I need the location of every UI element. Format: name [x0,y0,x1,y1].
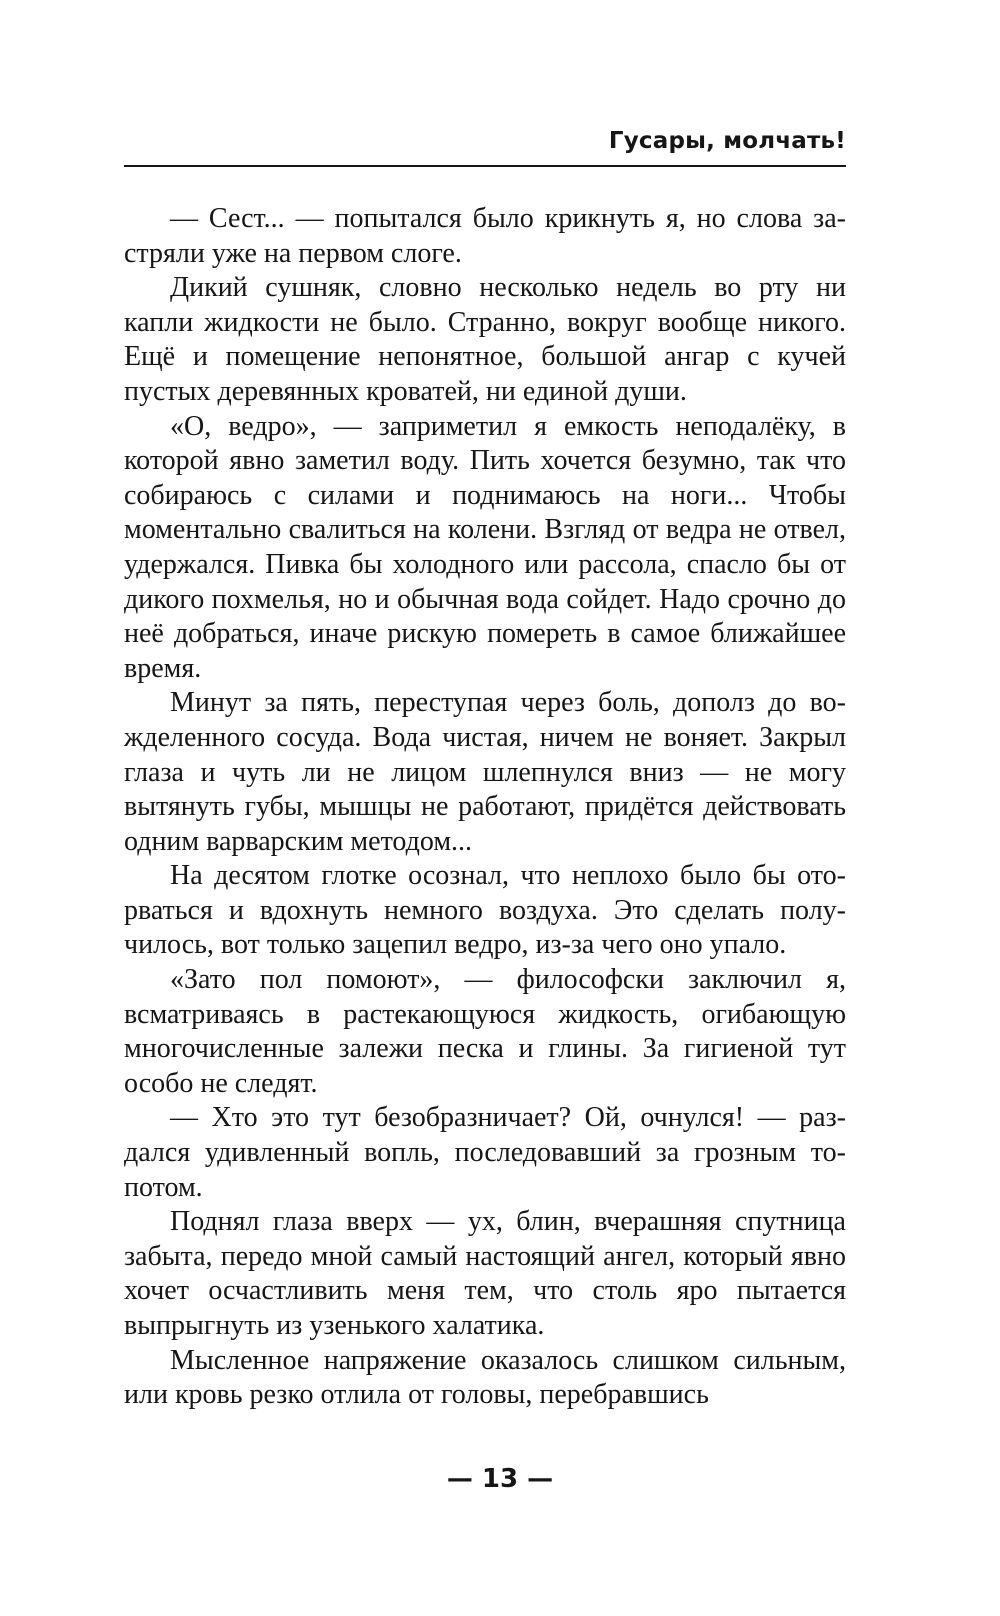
running-head-title: Гусары, молчать! [608,128,846,154]
paragraph: Минут за пять, переступая через боль, дополз до вожделенного сосуда. Вода чистая, ничем не воняет. Закрыл глаза и чуть ли не лицом шлепнулся вниз — не могу вытянуть губы, мышцы не работают, придётся действовать одним варварским методом... [124,687,846,857]
page-number: — 13 — [446,1464,554,1494]
paragraph: Мысленное напряжение оказалось слишком сильным, или кровь резко отлила от головы, перебравшись [124,1344,846,1411]
body-text [124,202,846,1413]
paragraph: «О, ведро», — заприметил я емкость неподалёку, в которой явно заметил воду. Пить хочется безумно, так что собираюсь с силами и поднимаюсь на ноги... Чтобы моментально свалиться на колени. Взгляд от ведра не отвел, удержался. Пивка бы холодного или рассола, спасло бы от дикого похмелья, но и обычная вода сойдет. Надо срочно до неё добраться, иначе рискую помереть в самое ближайшее время. [124,410,846,684]
header-rule [124,165,846,167]
paragraph: Поднял глаза вверх — ух, блин, вчерашняя спутница забыта, передо мной самый настоящий ангел, который явно хочет осчастливить меня тем, что столь яро пытается выпрыгнуть из узенького халатика. [124,1206,846,1341]
paragraph: «Зато пол помоют», — философски заключил я, всматриваясь в растекающуюся жидкость, огибающую многочисленные залежи песка и глины. За гигиеной тут особо не следят. [124,964,846,1099]
paragraph: — Сест... — попытался было крикнуть я, но слова застряли уже на первом слоге. [124,203,846,269]
paragraph: На десятом глотке осознал, что неплохо было бы оторваться и вдохнуть немного воздуха. Это сделать получилось, вот только зацепил ведро, из-за чего оно упало. [124,860,846,961]
paragraph: Дикий сушняк, словно несколько недель во рту ни капли жидкости не было. Странно, вокруг вообще никого. Ещё и помещение непонятное, большой ангар с кучей пустых деревянных кроватей, ни единой души. [124,272,846,407]
paragraph: — Хто это тут безобразничает? Ой, очнулся! — раздался удивленный вопль, последовавший за грозным топотом. [124,1102,846,1203]
